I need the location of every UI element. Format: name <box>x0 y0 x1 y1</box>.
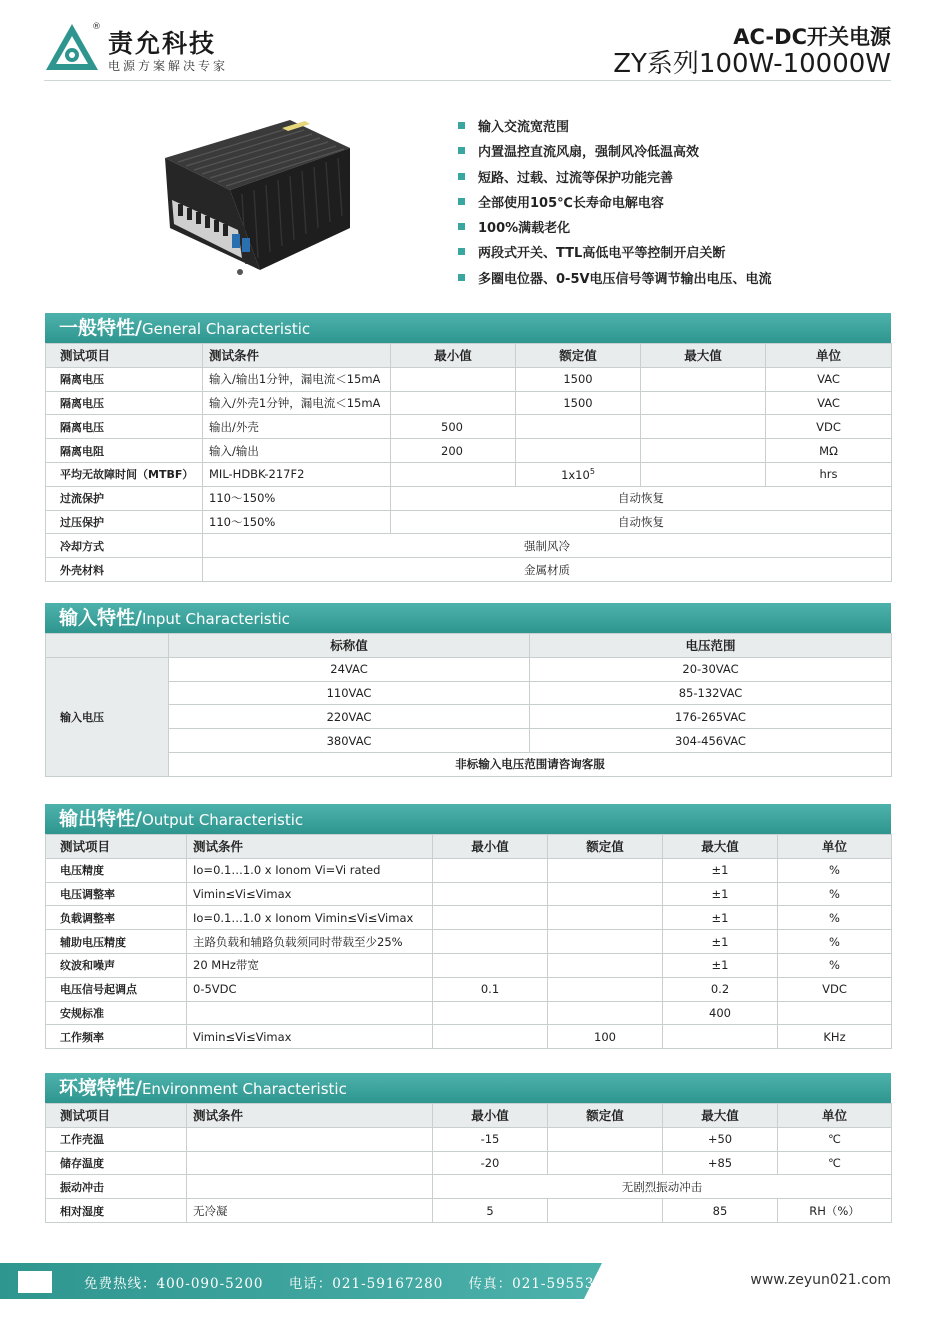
section-title-en: Input Characteristic <box>141 610 290 628</box>
test-item: 电压精度 <box>46 858 187 882</box>
test-item: 工作频率 <box>46 1025 187 1049</box>
input-characteristic-section <box>45 603 891 777</box>
test-condition: 无冷凝 <box>187 1199 433 1223</box>
max-value <box>641 462 766 486</box>
table-row <box>46 534 892 558</box>
column-header: 测试条件 <box>187 835 433 859</box>
rated-value <box>516 415 641 439</box>
output-characteristic-section <box>45 804 891 1049</box>
test-item: 隔离电压 <box>46 391 203 415</box>
min-value <box>433 882 548 906</box>
footer-fax: 传真：021-59553702 <box>468 1276 624 1292</box>
column-header: 测试条件 <box>187 1104 433 1128</box>
test-condition <box>187 1001 433 1025</box>
test-condition <box>187 1151 433 1175</box>
column-header: 单位 <box>778 1104 892 1128</box>
min-value <box>433 906 548 930</box>
test-item: 辅助电压精度 <box>46 930 187 954</box>
table-header-row <box>46 835 892 859</box>
square-bullet-icon <box>458 274 465 281</box>
table-row <box>46 1025 892 1049</box>
max-value <box>641 415 766 439</box>
min-value <box>433 953 548 977</box>
min-value: -20 <box>433 1151 548 1175</box>
section-title-en: General Characteristic <box>141 320 311 338</box>
test-condition: Io=0.1…1.0 x Ionom Vi=Vi rated <box>187 858 433 882</box>
feature-item <box>458 191 772 216</box>
nominal-value: 110VAC <box>169 681 530 705</box>
table-row <box>46 510 892 534</box>
test-item: 隔离电阻 <box>46 439 203 463</box>
rated-value <box>516 439 641 463</box>
environment-characteristic-section <box>45 1073 891 1223</box>
max-value <box>663 1025 778 1049</box>
section-header <box>45 313 891 343</box>
rated-value <box>548 1127 663 1151</box>
max-value: 400 <box>663 1001 778 1025</box>
header-divider <box>44 80 891 81</box>
test-item: 工作壳温 <box>46 1127 187 1151</box>
min-value <box>391 367 516 391</box>
column-header: 测试项目 <box>46 1104 187 1128</box>
test-condition: 输出/外壳 <box>203 415 391 439</box>
column-header: 标称值 <box>169 634 530 658</box>
test-condition: 输入/外壳1分钟，漏电流＜15mA <box>203 391 391 415</box>
section-header <box>45 603 891 633</box>
feature-item <box>458 166 772 191</box>
test-item: 纹波和噪声 <box>46 953 187 977</box>
voltage-range: 176-265VAC <box>530 705 892 729</box>
nominal-value: 24VAC <box>169 657 530 681</box>
voltage-range: 304-456VAC <box>530 729 892 753</box>
rated-value <box>548 1151 663 1175</box>
table-row <box>46 415 892 439</box>
brand-name: 责允科技 <box>108 29 217 58</box>
column-header: 额定值 <box>516 344 641 368</box>
section-title-zh: 环境特性/ <box>59 1077 142 1099</box>
min-value <box>433 858 548 882</box>
test-item: 相对湿度 <box>46 1199 187 1223</box>
brand-slogan: 电源方案解决专家 <box>108 59 229 73</box>
voltage-range: 85-132VAC <box>530 681 892 705</box>
test-item: 振动冲击 <box>46 1175 187 1199</box>
section-title-zh: 输入特性/ <box>59 607 142 629</box>
table-header-row <box>46 634 892 658</box>
table-row <box>46 930 892 954</box>
merged-value: 无剧烈振动冲击 <box>433 1175 892 1199</box>
merged-value: 金属材质 <box>203 558 892 582</box>
column-header: 最小值 <box>433 1104 548 1128</box>
unit: % <box>778 882 892 906</box>
table-row <box>46 906 892 930</box>
max-value: ±1 <box>663 906 778 930</box>
test-condition: Vimin≤Vi≤Vimax <box>187 1025 433 1049</box>
test-condition: 输入/输出 <box>203 439 391 463</box>
column-header: 最小值 <box>433 835 548 859</box>
rated-value: 1500 <box>516 391 641 415</box>
feature-text: 全部使用105℃长寿命电解电容 <box>478 195 664 211</box>
feature-text: 多圈电位器、0-5V电压信号等调节输出电压、电流 <box>478 271 772 287</box>
column-header-blank <box>46 634 169 658</box>
unit: RH（%） <box>778 1199 892 1223</box>
test-condition: Vimin≤Vi≤Vimax <box>187 882 433 906</box>
table-row <box>46 1001 892 1025</box>
rated-value <box>548 858 663 882</box>
test-item: 外壳材料 <box>46 558 203 582</box>
test-item: 安规标准 <box>46 1001 187 1025</box>
min-value: 5 <box>433 1199 548 1223</box>
feature-text: 100%满载老化 <box>478 221 571 237</box>
footer-contact <box>84 1272 643 1292</box>
title-line-2: ZY系列100W-10000W <box>613 49 891 79</box>
brand-logo <box>44 22 234 82</box>
table-row <box>46 1199 892 1223</box>
rated-value <box>548 906 663 930</box>
rated-base: 1x10 <box>561 467 590 482</box>
test-item: 冷却方式 <box>46 534 203 558</box>
column-header: 测试条件 <box>203 344 391 368</box>
unit: ℃ <box>778 1151 892 1175</box>
table-row <box>46 953 892 977</box>
test-condition: 110～150% <box>203 486 391 510</box>
min-value: 0.1 <box>433 977 548 1001</box>
column-header: 最小值 <box>391 344 516 368</box>
test-item: 过压保护 <box>46 510 203 534</box>
table-row <box>46 1151 892 1175</box>
test-item: 平均无故障时间（MTBF） <box>46 462 203 486</box>
feature-item <box>458 241 772 266</box>
general-table <box>45 343 892 582</box>
power-supply-product-image <box>160 118 355 283</box>
output-table <box>45 834 892 1049</box>
nominal-value: 220VAC <box>169 705 530 729</box>
min-value <box>433 1001 548 1025</box>
rated-value <box>548 882 663 906</box>
table-row <box>46 977 892 1001</box>
table-row <box>46 1127 892 1151</box>
max-value: ±1 <box>663 858 778 882</box>
table-row <box>46 486 892 510</box>
min-value: 500 <box>391 415 516 439</box>
max-value: 85 <box>663 1199 778 1223</box>
rated-value: 1500 <box>516 367 641 391</box>
test-condition: 0-5VDC <box>187 977 433 1001</box>
section-header <box>45 1073 891 1103</box>
test-condition: 输入/输出1分钟，漏电流＜15mA <box>203 367 391 391</box>
test-condition: MIL-HDBK-217F2 <box>203 462 391 486</box>
column-header: 单位 <box>778 835 892 859</box>
table-row <box>46 1175 892 1199</box>
table-row <box>46 729 892 753</box>
min-value <box>391 462 516 486</box>
unit: % <box>778 953 892 977</box>
square-bullet-icon <box>458 198 465 205</box>
max-value: +50 <box>663 1127 778 1151</box>
table-row <box>46 462 892 486</box>
square-bullet-icon <box>458 223 465 230</box>
footer-hotline: 免费热线：400-090-5200 <box>84 1276 264 1292</box>
square-bullet-icon <box>458 122 465 129</box>
max-value: +85 <box>663 1151 778 1175</box>
nominal-value: 380VAC <box>169 729 530 753</box>
square-bullet-icon <box>458 173 465 180</box>
feature-item <box>458 140 772 165</box>
test-condition: 主路负载和辅路负载须同时带载至少25% <box>187 930 433 954</box>
unit: KHz <box>778 1025 892 1049</box>
max-value: ±1 <box>663 930 778 954</box>
input-table <box>45 633 892 777</box>
test-item: 隔离电压 <box>46 415 203 439</box>
section-title-zh: 输出特性/ <box>59 808 142 830</box>
column-header: 电压范围 <box>530 634 892 658</box>
rated-value <box>548 953 663 977</box>
rated-value: 100 <box>548 1025 663 1049</box>
merged-value: 自动恢复 <box>391 486 892 510</box>
title-line-1: AC-DC开关电源 <box>733 25 891 49</box>
test-condition: 20 MHz带宽 <box>187 953 433 977</box>
max-value: 0.2 <box>663 977 778 1001</box>
section-title-zh: 一般特性/ <box>59 317 142 339</box>
table-row <box>46 705 892 729</box>
test-item: 隔离电压 <box>46 367 203 391</box>
test-condition: Io=0.1…1.0 x Ionom Vimin≤Vi≤Vimax <box>187 906 433 930</box>
column-header: 单位 <box>766 344 892 368</box>
environment-table <box>45 1103 892 1223</box>
square-bullet-icon <box>458 248 465 255</box>
table-row <box>46 657 892 681</box>
section-title-en: Output Characteristic <box>141 811 304 829</box>
column-header: 测试项目 <box>46 344 203 368</box>
feature-item <box>458 115 772 140</box>
test-condition <box>187 1127 433 1151</box>
min-value <box>433 1025 548 1049</box>
column-header: 最大值 <box>663 1104 778 1128</box>
max-value: ±1 <box>663 953 778 977</box>
test-item: 过流保护 <box>46 486 203 510</box>
table-row <box>46 858 892 882</box>
unit: VDC <box>778 977 892 1001</box>
unit: VAC <box>766 367 892 391</box>
square-bullet-icon <box>458 147 465 154</box>
feature-item <box>458 216 772 241</box>
feature-text: 输入交流宽范围 <box>478 120 570 135</box>
table-row <box>46 391 892 415</box>
footer-website-link[interactable]: www.zeyun021.com <box>750 1272 891 1288</box>
rated-value <box>548 930 663 954</box>
merged-value: 自动恢复 <box>391 510 892 534</box>
section-header <box>45 804 891 834</box>
unit <box>778 1001 892 1025</box>
feature-text: 两段式开关、TTL高低电平等控制开启关断 <box>478 246 726 262</box>
test-condition: 110～150% <box>203 510 391 534</box>
rated-value <box>516 462 641 486</box>
test-item: 电压调整率 <box>46 882 187 906</box>
column-header: 额定值 <box>548 1104 663 1128</box>
column-header: 测试项目 <box>46 835 187 859</box>
column-header: 额定值 <box>548 835 663 859</box>
merged-value: 强制风冷 <box>203 534 892 558</box>
min-value <box>433 930 548 954</box>
table-row <box>46 752 892 776</box>
unit: ℃ <box>778 1127 892 1151</box>
footer-white-box <box>18 1271 52 1293</box>
min-value: -15 <box>433 1127 548 1151</box>
feature-item <box>458 267 772 292</box>
unit: % <box>778 930 892 954</box>
unit: MΩ <box>766 439 892 463</box>
general-characteristic-section <box>45 313 891 582</box>
input-voltage-label: 输入电压 <box>46 657 169 776</box>
rated-value <box>548 1199 663 1223</box>
table-row <box>46 681 892 705</box>
rated-value <box>548 1001 663 1025</box>
column-header: 最大值 <box>663 835 778 859</box>
unit: % <box>778 906 892 930</box>
document-title <box>613 24 891 78</box>
registered-mark: ® <box>92 22 101 32</box>
column-header: 最大值 <box>641 344 766 368</box>
table-header-row <box>46 1104 892 1128</box>
voltage-range: 20-30VAC <box>530 657 892 681</box>
unit: VAC <box>766 391 892 415</box>
table-row <box>46 882 892 906</box>
feature-list <box>458 115 772 292</box>
unit: VDC <box>766 415 892 439</box>
max-value <box>641 367 766 391</box>
test-item: 储存温度 <box>46 1151 187 1175</box>
min-value: 200 <box>391 439 516 463</box>
max-value: ±1 <box>663 882 778 906</box>
table-row <box>46 367 892 391</box>
min-value <box>391 391 516 415</box>
feature-text: 短路、过载、过流等保护功能完善 <box>478 170 674 186</box>
unit: hrs <box>766 462 892 486</box>
table-row <box>46 558 892 582</box>
test-item: 负载调整率 <box>46 906 187 930</box>
table-header-row <box>46 344 892 368</box>
footer <box>0 1263 935 1303</box>
max-value <box>641 391 766 415</box>
footer-phone: 电话：021-59167280 <box>288 1276 444 1292</box>
test-condition <box>187 1175 433 1199</box>
rated-value <box>548 977 663 1001</box>
rated-exponent: 5 <box>589 466 595 476</box>
section-title-en: Environment Characteristic <box>141 1080 347 1098</box>
table-row <box>46 439 892 463</box>
max-value <box>641 439 766 463</box>
input-note: 非标输入电压范围请咨询客服 <box>169 752 892 776</box>
unit: % <box>778 858 892 882</box>
test-item: 电压信号起调点 <box>46 977 187 1001</box>
feature-text: 内置温控直流风扇，强制风冷低温高效 <box>478 145 700 161</box>
